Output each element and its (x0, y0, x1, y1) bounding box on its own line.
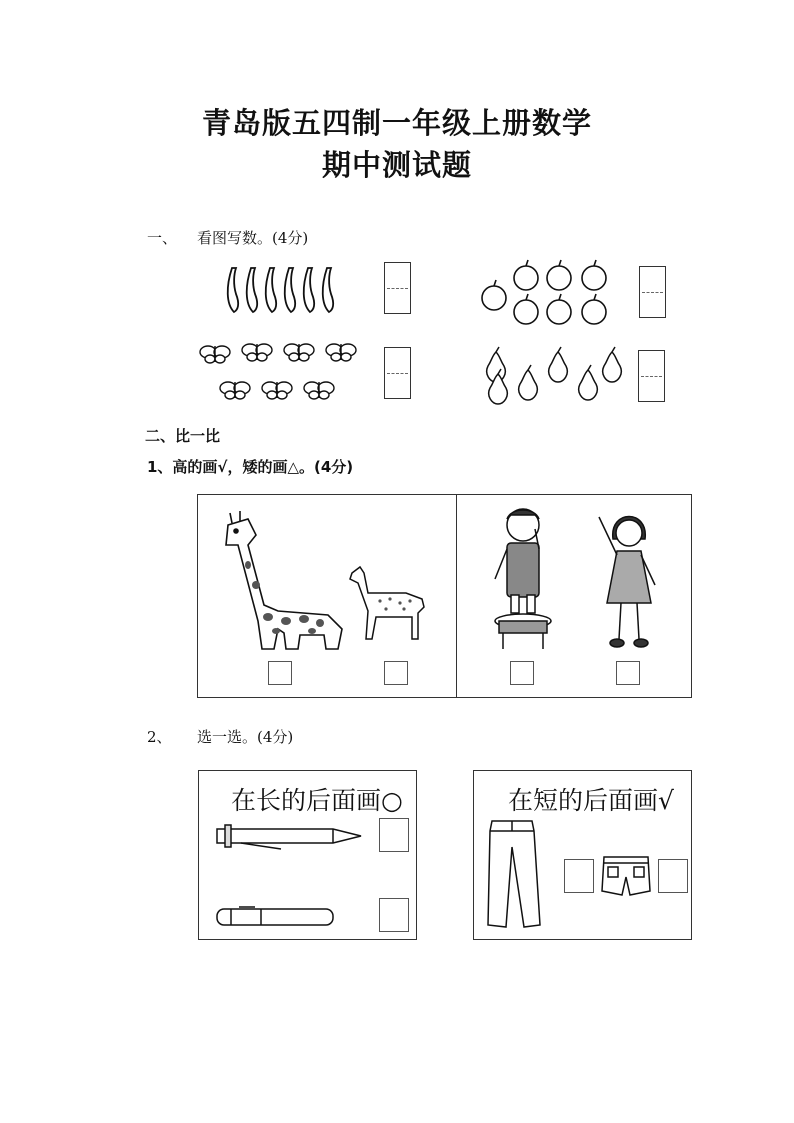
apple-icon (482, 280, 506, 310)
banana-icon (285, 268, 295, 312)
page-subtitle: 期中测试题 (321, 148, 472, 182)
butterfly-icon (220, 382, 250, 399)
butterflies-group (195, 336, 363, 408)
card-longer-instruction: 在长的后面画○ (231, 786, 403, 815)
banana-icon (228, 268, 238, 312)
shorts-icon (600, 853, 652, 899)
panel-divider (456, 495, 457, 697)
answer-box-pants[interactable] (564, 859, 594, 893)
butterfly-icon (284, 344, 314, 361)
butterfly-icon (242, 344, 272, 361)
section2-heading: 二、比一比 (145, 427, 221, 445)
compare-height-panel (197, 494, 692, 698)
pear-icon (519, 365, 538, 400)
deer-icon (346, 563, 436, 645)
question2-instruction: 选一选。(4分) (197, 728, 294, 746)
card-shorter (473, 770, 692, 940)
bananas-group (224, 264, 349, 316)
question2-number: 2、 (147, 728, 172, 746)
apple-icon (547, 260, 571, 290)
answer-box-boy[interactable] (510, 661, 534, 685)
card-shorter-instruction: 在短的后面画√ (508, 786, 674, 815)
pears-group (482, 346, 632, 410)
butterfly-icon (304, 382, 334, 399)
long-pants-icon (482, 817, 544, 933)
answer-box-shorts[interactable] (658, 859, 688, 893)
answer-box-bananas[interactable] (384, 262, 411, 314)
answer-box-apples[interactable] (639, 266, 666, 318)
answer-box-deer[interactable] (384, 661, 408, 685)
section1-number: 一、 (147, 229, 178, 247)
long-pen-icon (211, 821, 366, 851)
giraffe-icon (208, 505, 348, 653)
butterfly-icon (326, 344, 356, 361)
boy-icon (483, 503, 563, 653)
banana-icon (304, 268, 314, 312)
page-title: 青岛版五四制一年级上册数学 (201, 106, 592, 140)
apple-icon (582, 260, 606, 290)
answer-box-giraffe[interactable] (268, 661, 292, 685)
short-pen-icon (211, 903, 341, 933)
answer-box-long-pen[interactable] (379, 818, 409, 852)
butterfly-icon (262, 382, 292, 399)
pear-icon (579, 365, 598, 400)
apples-group (476, 258, 616, 328)
answer-box-short-pen[interactable] (379, 898, 409, 932)
question1-label: 1、高的画√，矮的画△。(4分) (147, 458, 354, 476)
section1-instruction: 看图写数。(4分) (197, 229, 309, 247)
banana-icon (323, 268, 333, 312)
answer-box-pears[interactable] (638, 350, 665, 402)
apple-icon (514, 260, 538, 290)
banana-icon (266, 268, 276, 312)
answer-box-butterflies[interactable] (384, 347, 411, 399)
apple-icon (582, 294, 606, 324)
answer-box-girl[interactable] (616, 661, 640, 685)
butterfly-icon (200, 346, 230, 363)
girl-icon (593, 503, 683, 653)
pear-icon (549, 347, 568, 382)
card-longer (198, 770, 417, 940)
pear-icon (603, 347, 622, 382)
apple-icon (514, 294, 538, 324)
banana-icon (247, 268, 257, 312)
apple-icon (547, 294, 571, 324)
